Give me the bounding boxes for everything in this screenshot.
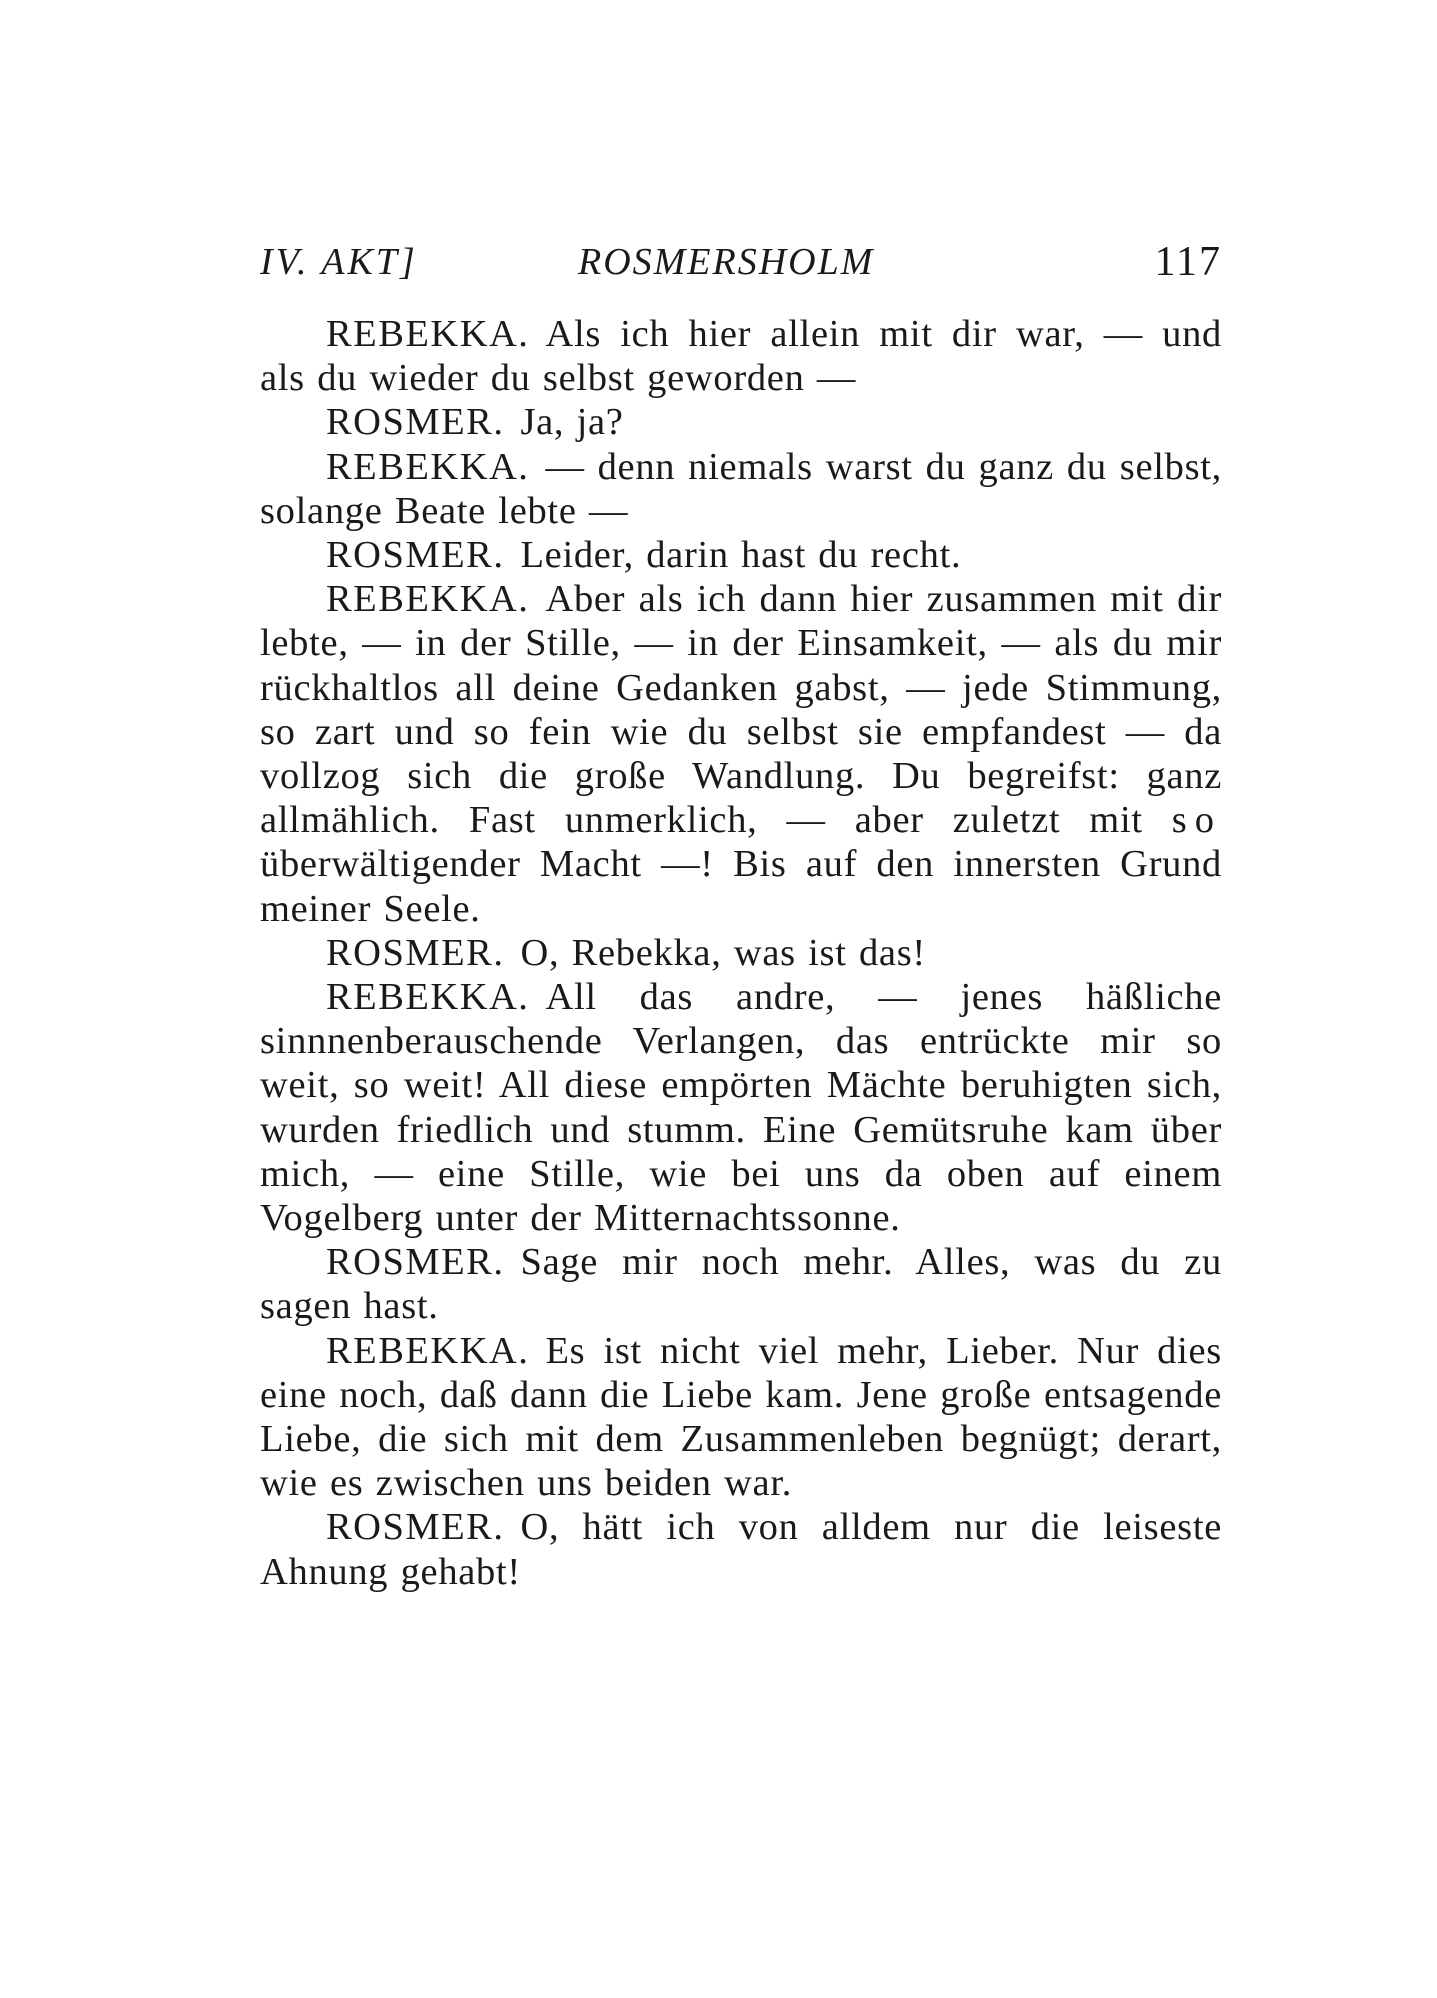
- speech-text: Als ich hier allein mit dir war, — und als du wieder du selbst geworden —: [260, 313, 1222, 400]
- speech-rebekka: [260, 577, 1222, 931]
- speaker-name: REBEKKA.: [326, 976, 530, 1019]
- speech-text: Sage mir noch mehr. Alles, was du zu sagen hast.: [260, 1241, 1222, 1328]
- speech-rebekka: [260, 975, 1222, 1240]
- act-label: IV. AKT]: [260, 241, 418, 283]
- running-header: [260, 236, 1222, 288]
- speech-rosmer: [260, 1240, 1222, 1328]
- speech-rosmer: [260, 1505, 1222, 1593]
- speech-text: O, Rebekka, was ist das!: [520, 931, 926, 974]
- speech-text: — denn niemals warst du ganz du selbst, solange Beate lebte —: [260, 445, 1222, 532]
- speech-text: Aber als ich dann hier zusammen mit dir lebte, — in der Stille, — in der Einsamkeit, — als du mir rückhaltlos all deine Gedanken gabst, — jede Stimmung, so zart und so fein wie du selbst sie empfandest — da vollzog sich die große Wandlung. Du begreifst: ganz allmählich. Fast unmerklich, — aber zuletzt mit: [260, 578, 1222, 842]
- spaced-emphasis: so: [1171, 799, 1222, 842]
- speech-rosmer: [260, 533, 1222, 577]
- speaker-name: REBEKKA.: [326, 578, 530, 621]
- speech-text: All das andre, — jenes häßliche sinnnenberauschende Verlangen, das entrückte mir so weit, so weit! All diese empörten Mächte beruhigten sich, wurden friedlich und stumm. Eine Gemütsruhe kam über mich, — eine Stille, wie bei uns da oben auf einem Vogelberg unter der Mitternachtssonne.: [260, 976, 1222, 1240]
- speech-rebekka: [260, 1329, 1222, 1506]
- speaker-name: REBEKKA.: [326, 313, 530, 355]
- speech-text: Ja, ja?: [520, 401, 624, 444]
- book-page: [260, 236, 1222, 1594]
- speaker-name: ROSMER.: [326, 401, 505, 444]
- speech-text: O, hätt ich von alldem nur die leiseste Ahnung gehabt!: [260, 1506, 1222, 1593]
- page-number: 117: [1154, 239, 1222, 285]
- speaker-name: ROSMER.: [326, 534, 505, 577]
- speaker-name: ROSMER.: [326, 1506, 505, 1549]
- speech-rosmer: [260, 400, 1222, 444]
- speech-rosmer: [260, 931, 1222, 975]
- dialogue-text: [260, 312, 1222, 1594]
- speaker-name: ROSMER.: [326, 1241, 505, 1284]
- speaker-name: ROSMER.: [326, 931, 505, 974]
- speaker-name: REBEKKA.: [326, 1329, 530, 1372]
- speech-text: Es ist nicht viel mehr, Lieber. Nur dies eine noch, daß dann die Liebe kam. Jene große entsagende Liebe, die sich mit dem Zusammenleben begnügt; derart, wie es zwischen uns beiden war.: [260, 1329, 1222, 1505]
- speech-rebekka: [260, 312, 1222, 400]
- speech-text: Leider, darin hast du recht.: [520, 534, 962, 577]
- speech-rebekka: [260, 445, 1222, 533]
- play-title: ROSMERSHOLM: [578, 241, 875, 283]
- speaker-name: REBEKKA.: [326, 445, 530, 488]
- speech-text-continued: überwältigender Macht —! Bis auf den innersten Grund meiner Seele.: [260, 843, 1222, 930]
